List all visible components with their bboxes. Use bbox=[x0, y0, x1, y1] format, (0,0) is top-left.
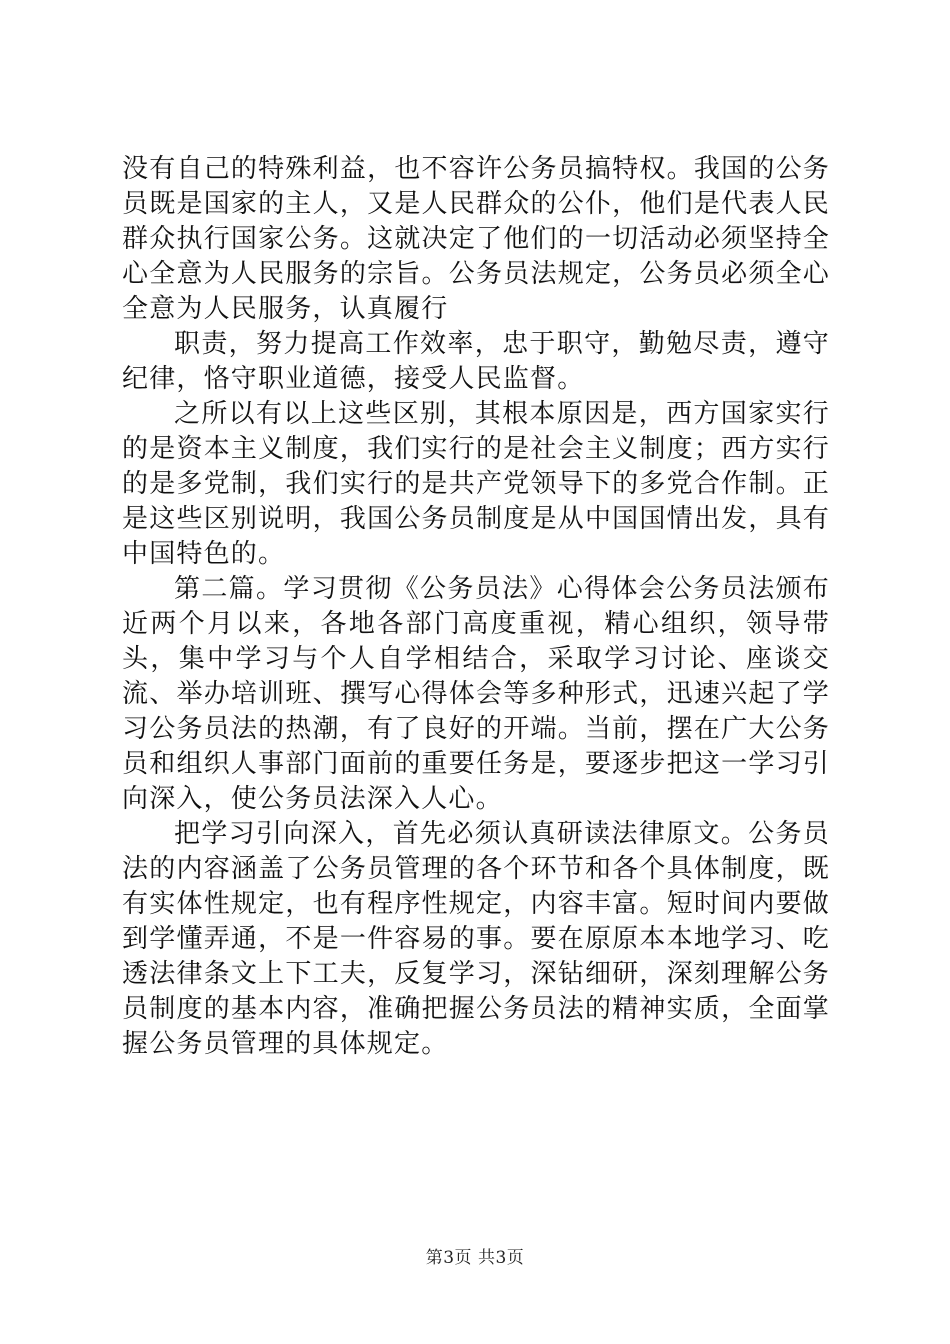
paragraph-4: 第二篇。学习贯彻《公务员法》心得体会公务员法颁布近两个月以来，各地各部门高度重视，精心组织，领导带头，集中学习与个人自学相结合，采取学习讨论、座谈交流、举办培训班、撰写心得体会等多种形式，迅速兴起了学习公务员法的热潮，有了良好的开端。当前，摆在广大公务员和组织人事部门面前的重要任务是，要逐步把这一学习引向深入，使公务员法深入人心。 bbox=[122, 574, 830, 814]
paragraph-1: 没有自己的特殊利益，也不容许公务员搞特权。我国的公务员既是国家的主人，又是人民群众的公仆，他们是代表人民群众执行国家公务。这就决定了他们的一切活动必须坚持全心全意为人民服务的宗旨。公务员法规定，公务员必须全心全意为人民服务，认真履行 bbox=[122, 154, 830, 324]
paragraph-5: 把学习引向深入，首先必须认真研读法律原文。公务员法的内容涵盖了公务员管理的各个环节和各个具体制度，既有实体性规定，也有程序性规定，内容丰富。短时间内要做到学懂弄通，不是一件容易的事。要在原原本本地学习、吃透法律条文上下工夫，反复学习，深钻细研，深刻理解公务员制度的基本内容，准确把握公务员法的精神实质，全面掌握公务员管理的具体规定。 bbox=[122, 819, 830, 1059]
document-body bbox=[122, 152, 830, 1062]
paragraph-2: 职责，努力提高工作效率，忠于职守，勤勉尽责，遵守纪律，恪守职业道德，接受人民监督。 bbox=[122, 329, 830, 394]
page-footer: 第3页 共3页 bbox=[425, 1248, 525, 1268]
paragraph-3: 之所以有以上这些区别，其根本原因是，西方国家实行的是资本主义制度，我们实行的是社会主义制度；西方实行的是多党制，我们实行的是共产党领导下的多党合作制。正是这些区别说明，我国公务员制度是从中国国情出发，具有中国特色的。 bbox=[122, 399, 830, 569]
